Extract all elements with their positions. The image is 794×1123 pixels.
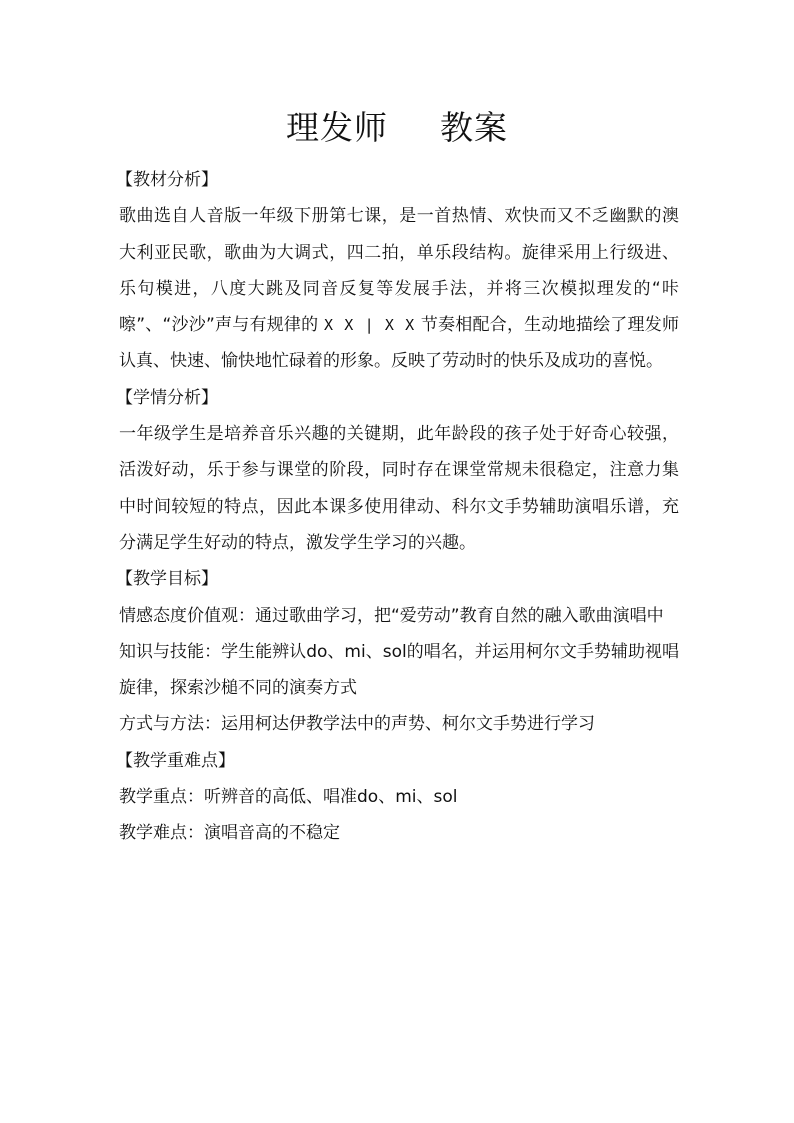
key-point-focus: 教学重点：听辨音的高低、唱准do、mi、sol [119,787,458,808]
material-text-1: 歌曲选自人音版一年级下册第七课，是一首热情、欢快而又不乏幽默的澳大利亚民歌，歌曲为大调式，四二拍，单乐段结构。旋律采用上行级进、乐句模进，八度大跳及同音反复等发展手法，并将三次模拟理发的“咔嚓”、“沙沙”声与有规律的 [119,206,679,336]
rhythm-notation: X X | X X [324,316,416,335]
goal-methods: 方式与方法：运用柯达伊教学法中的声势、柯尔文手势进行学习 [119,714,595,735]
material-paragraph [119,198,679,379]
goal-emotion: 情感态度价值观：通过歌曲学习，把“爱劳动”教育自然的融入歌曲演唱中 [119,605,664,626]
title-sub: 教案 [440,108,508,147]
section-heading-goals: 【教学目标】 [116,569,218,590]
section-heading-material: 【教材分析】 [116,170,218,190]
learners-paragraph: 一年级学生是培养音乐兴趣的关键期，此年龄段的孩子处于好奇心较强，活泼好动，乐于参与课堂的阶段，同时存在课堂常规未很稳定，注意力集中时间较短的特点，因此本课多使用律动、科尔文手势辅助演唱乐谱，充分满足学生好动的特点，激发学生学习的兴趣。 [119,424,679,553]
document-body [116,162,679,852]
document-title [0,104,794,152]
section-heading-key-points: 【教学重难点】 [116,750,235,771]
key-point-difficulty: 教学难点：演唱音高的不稳定 [119,823,340,844]
section-heading-learners: 【学情分析】 [116,387,218,408]
title-main: 理发师 [286,108,388,147]
goal-skills: 知识与技能：学生能辨认do、mi、sol的唱名，并运用柯尔文手势辅助视唱旋律，探索沙槌不同的演奏方式 [119,641,679,699]
material-text-2: 节奏相配合，生动地描绘了理发师认真、快速、愉快地忙碌着的形象。反映了劳动时的快乐及成功的喜悦。 [119,315,679,372]
